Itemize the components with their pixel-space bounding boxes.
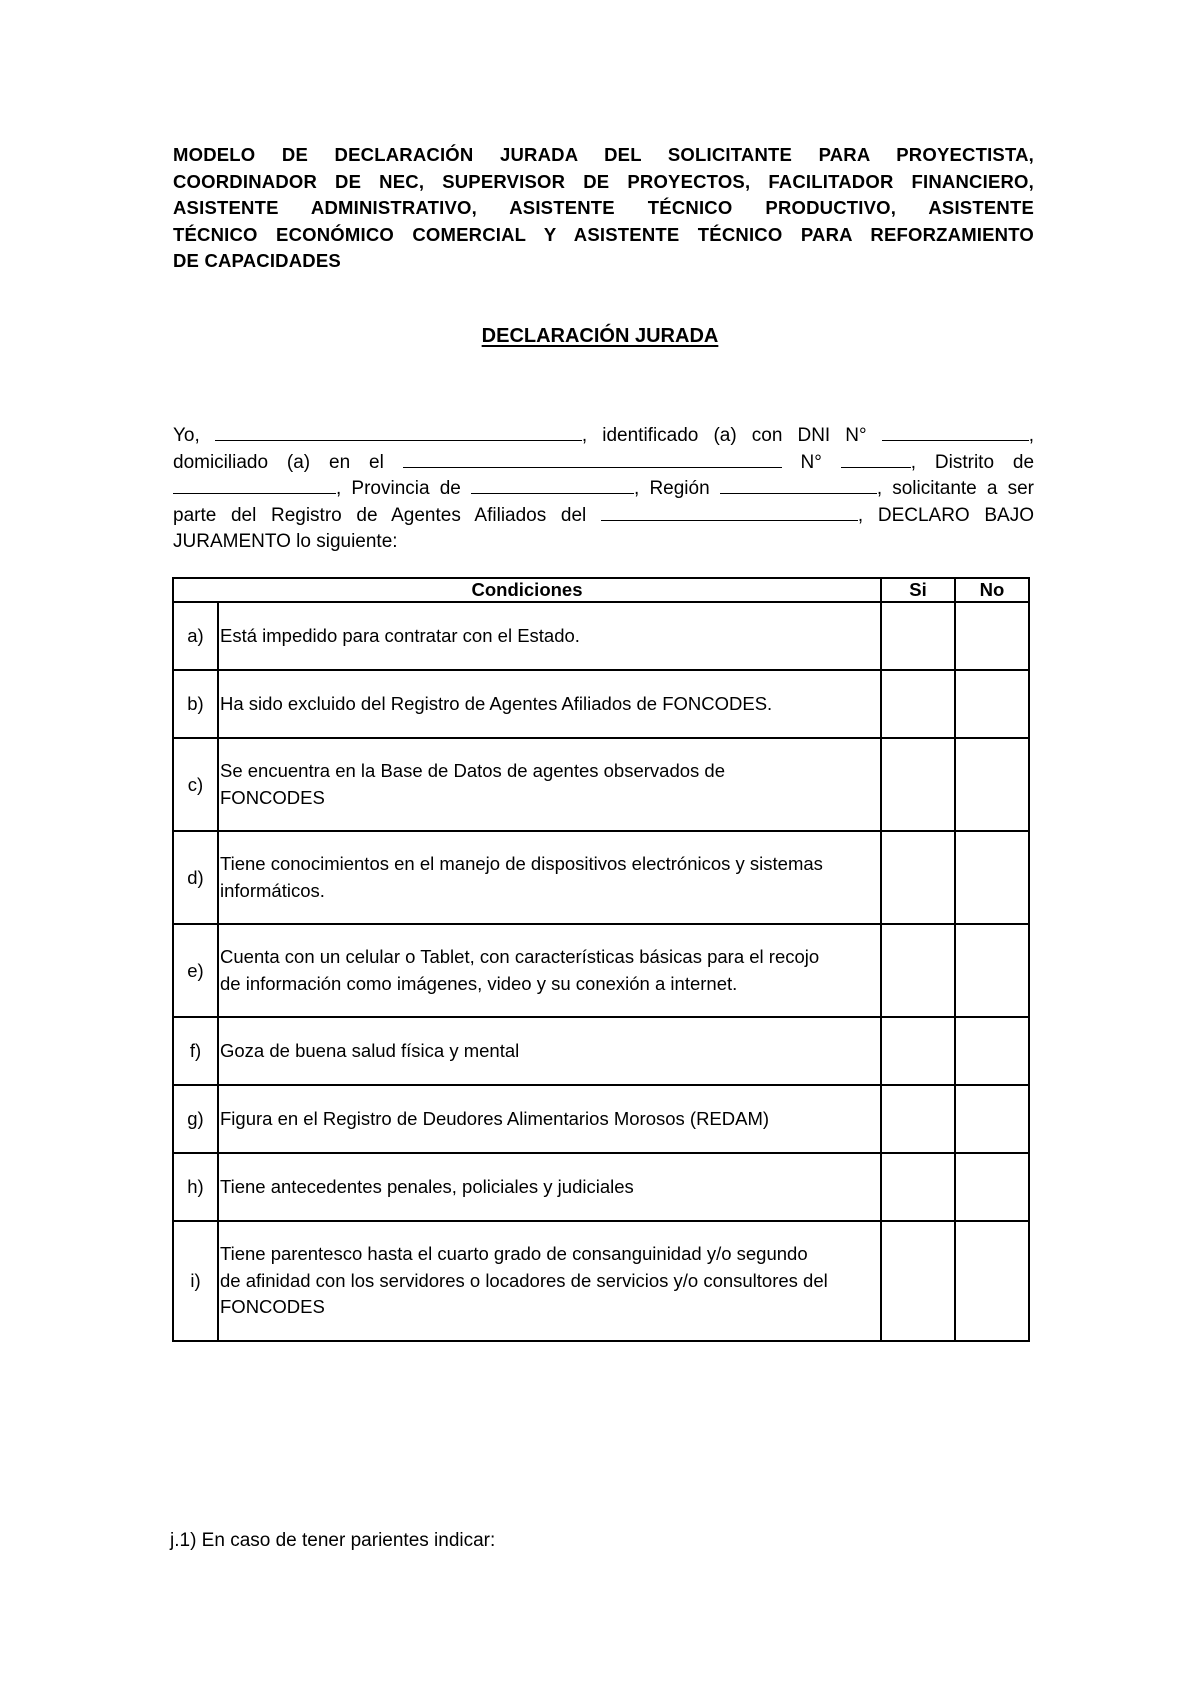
table-row [173,1153,1029,1221]
no-checkbox-cell[interactable] [955,1221,1029,1341]
condition-text [218,1017,881,1085]
heading-line: TÉCNICO ECONÓMICO COMERCIAL Y ASISTENTE TÉCNICO PARA REFORZAMIENTO [173,223,1034,245]
condition-text [218,1085,881,1153]
yes-checkbox-cell[interactable] [881,924,955,1017]
yes-checkbox-cell[interactable] [881,670,955,738]
condition-text-line: FONCODES [220,786,325,808]
condition-letter: e) [173,924,218,1017]
conditions-table [172,577,1030,1342]
condition-text [218,670,881,738]
condition-text-line: de información como imágenes, video y su conexión a internet. [220,972,738,994]
table-row [173,924,1029,1017]
document-heading [173,142,1034,275]
no-checkbox-cell[interactable] [955,831,1029,924]
table-row [173,602,1029,670]
declaration-line: JURAMENTO lo siguiente: [173,531,398,552]
condition-text [218,738,881,831]
no-checkbox-cell[interactable] [955,670,1029,738]
table-row [173,738,1029,831]
table-row [173,670,1029,738]
yes-checkbox-cell[interactable] [881,602,955,670]
condition-text-line: Tiene conocimientos en el manejo de dispositivos electrónicos y sistemas [220,853,823,874]
condition-letter: b) [173,670,218,738]
conditions-header: Condiciones [173,578,881,602]
table-row [173,1085,1029,1153]
condition-text [218,602,881,670]
condition-text [218,924,881,1017]
no-checkbox-cell[interactable] [955,738,1029,831]
condition-text-line: Está impedido para contratar con el Estado. [220,624,580,646]
yes-checkbox-cell[interactable] [881,738,955,831]
condition-text-line: Figura en el Registro de Deudores Alimentarios Morosos (REDAM) [220,1107,770,1129]
condition-text [218,1153,881,1221]
condition-letter: c) [173,738,218,831]
condition-text [218,831,881,924]
table-row [173,1221,1029,1341]
condition-text-line: Se encuentra en la Base de Datos de agentes observados de [220,760,725,781]
condition-text-line: FONCODES [220,1296,325,1318]
no-checkbox-cell[interactable] [955,1017,1029,1085]
condition-text [218,1221,881,1341]
yes-checkbox-cell[interactable] [881,1085,955,1153]
condition-text-line: Cuenta con un celular o Tablet, con características básicas para el recojo [220,946,820,967]
condition-text-line: Tiene parentesco hasta el cuarto grado de consanguinidad y/o segundo [220,1243,808,1265]
condition-letter: a) [173,602,218,670]
condition-text-line: Goza de buena salud física y mental [220,1039,520,1061]
condition-letter: g) [173,1085,218,1153]
condition-text-line: Ha sido excluido del Registro de Agentes Afiliados de FONCODES. [220,692,773,714]
no-checkbox-cell[interactable] [955,602,1029,670]
condition-letter: f) [173,1017,218,1085]
heading-line: MODELO DE DECLARACIÓN JURADA DEL SOLICITANTE PARA PROYECTISTA, [173,144,1034,165]
yes-checkbox-cell[interactable] [881,1017,955,1085]
heading-line: ASISTENTE ADMINISTRATIVO, ASISTENTE TÉCNICO PRODUCTIVO, ASISTENTE [173,197,1034,218]
heading-line: DE CAPACIDADES [173,250,341,271]
table-header-row [173,578,1029,602]
yes-checkbox-cell[interactable] [881,831,955,924]
address-blank[interactable] [403,450,782,468]
condition-letter: d) [173,831,218,924]
no-checkbox-cell[interactable] [955,924,1029,1017]
condition-text-line: informáticos. [220,879,325,901]
declaration-line: parte del Registro de Agentes Afiliados del , DECLARO BAJO [173,504,1034,526]
yes-checkbox-cell[interactable] [881,1221,955,1341]
name-blank[interactable] [215,423,582,441]
condition-letter: i) [173,1221,218,1341]
heading-line: COORDINADOR DE NEC, SUPERVISOR DE PROYECTOS, FACILITADOR FINANCIERO, [173,170,1034,192]
declaration-line: , Provincia de , Región , solicitante a ser [173,476,1034,503]
yes-checkbox-cell[interactable] [881,1153,955,1221]
condition-text-line: de afinidad con los servidores o locadores de servicios y/o consultores del [220,1269,828,1291]
relatives-instruction: j.1) En caso de tener parientes indicar: [170,1530,496,1551]
no-checkbox-cell[interactable] [955,1085,1029,1153]
region-blank[interactable] [720,476,877,494]
registry-blank[interactable] [601,503,858,521]
table-row [173,1017,1029,1085]
number-blank[interactable] [841,450,911,468]
declaration-line: Yo, , identificado (a) con DNI N° , [173,425,1034,446]
condition-text-line: Tiene antecedentes penales, policiales y judiciales [220,1175,634,1197]
district-blank[interactable] [173,476,336,494]
yes-header: Si [881,578,955,602]
declaration-paragraph [173,423,1034,556]
no-checkbox-cell[interactable] [955,1153,1029,1221]
province-blank[interactable] [471,476,634,494]
page-title: DECLARACIÓN JURADA [481,325,719,347]
declaration-line: domiciliado (a) en el N° , Distrito de [173,451,1035,473]
condition-letter: h) [173,1153,218,1221]
dni-blank[interactable] [882,423,1029,441]
no-header: No [955,578,1029,602]
table-row [173,831,1029,924]
